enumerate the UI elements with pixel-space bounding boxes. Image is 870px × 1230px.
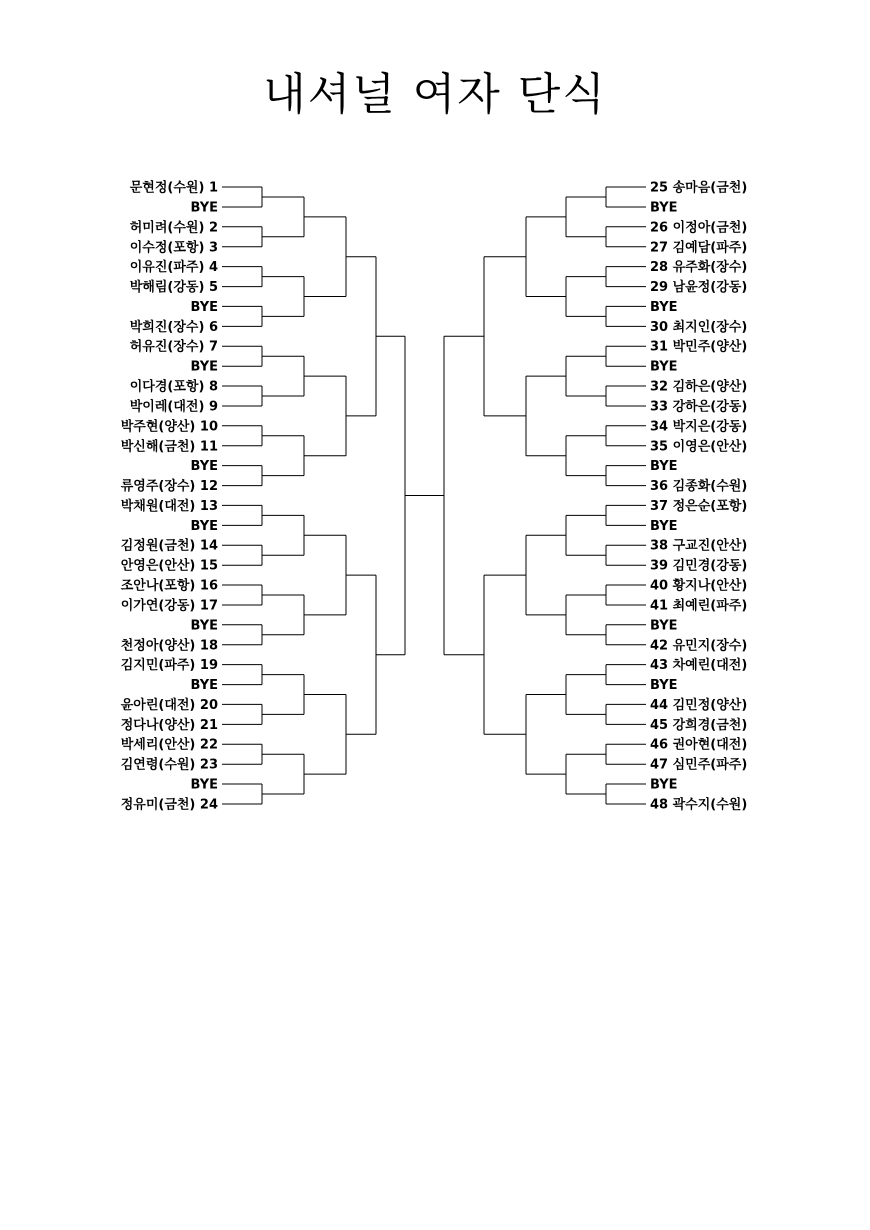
- player-entry: 박희진(장수) 6: [129, 319, 218, 335]
- bye-slot: BYE: [650, 618, 678, 634]
- player-entry: 김정원(금천) 14: [120, 538, 218, 554]
- player-entry: 김연령(수원) 23: [120, 757, 218, 773]
- player-entry: 27 김예담(파주): [650, 240, 748, 256]
- player-entry: 33 강하은(강동): [650, 399, 748, 415]
- bye-slot: BYE: [190, 200, 218, 216]
- bye-slot: BYE: [190, 299, 218, 315]
- player-entry: 허유진(장수) 7: [129, 339, 218, 355]
- player-entry: 30 최지인(장수): [650, 319, 748, 335]
- player-entry: 42 유민지(장수): [650, 638, 748, 654]
- bye-slot: BYE: [650, 359, 678, 375]
- player-entry: 천정아(양산) 18: [120, 638, 218, 654]
- player-entry: 류영주(장수) 12: [120, 479, 218, 495]
- player-entry: 박채원(대전) 13: [120, 498, 218, 514]
- player-entry: 34 박지은(강동): [650, 419, 748, 435]
- player-entry: 39 김민경(강동): [650, 558, 748, 574]
- bye-slot: BYE: [650, 299, 678, 315]
- player-entry: 36 김종화(수원): [650, 479, 748, 495]
- player-entry: 43 차예린(대전): [650, 658, 748, 674]
- bye-slot: BYE: [190, 618, 218, 634]
- player-entry: 이다경(포항) 8: [129, 379, 218, 395]
- player-entry: 이유진(파주) 4: [129, 260, 218, 276]
- bye-slot: BYE: [190, 777, 218, 793]
- player-entry: 김지민(파주) 19: [120, 658, 218, 674]
- player-entry: 32 김하은(양산): [650, 379, 748, 395]
- player-entry: 이가연(강동) 17: [120, 598, 218, 614]
- bye-slot: BYE: [650, 678, 678, 694]
- bye-slot: BYE: [650, 200, 678, 216]
- bye-slot: BYE: [190, 518, 218, 534]
- bye-slot: BYE: [190, 678, 218, 694]
- player-entry: 31 박민주(양산): [650, 339, 748, 355]
- player-entry: 38 구교진(안산): [650, 538, 748, 554]
- player-entry: 박세리(안산) 22: [120, 737, 218, 753]
- bye-slot: BYE: [650, 459, 678, 475]
- bye-slot: BYE: [190, 359, 218, 375]
- player-entry: 안영은(안산) 15: [120, 558, 218, 574]
- player-entry: 48 곽수지(수원): [650, 797, 748, 813]
- player-entry: 45 강희경(금천): [650, 717, 748, 733]
- player-entry: 박신해(금천) 11: [120, 439, 218, 455]
- player-entry: 40 황지나(안산): [650, 578, 748, 594]
- bye-slot: BYE: [650, 777, 678, 793]
- player-entry: 정다나(양산) 21: [120, 717, 218, 733]
- player-entry: 조안나(포항) 16: [120, 578, 218, 594]
- player-entry: 윤아린(대전) 20: [120, 697, 218, 713]
- player-entry: 28 유주화(장수): [650, 260, 748, 276]
- player-entry: 박주현(양산) 10: [120, 419, 218, 435]
- player-entry: 37 정은순(포항): [650, 498, 748, 514]
- player-entry: 정유미(금천) 24: [120, 797, 218, 813]
- player-entry: 26 이정아(금천): [650, 220, 748, 236]
- bye-slot: BYE: [650, 518, 678, 534]
- player-entry: 44 김민정(양산): [650, 697, 748, 713]
- player-entry: 허미려(수원) 2: [129, 220, 218, 236]
- player-entry: 41 최예린(파주): [650, 598, 748, 614]
- player-entry: 46 권아현(대전): [650, 737, 748, 753]
- page-title: 내셔널 여자 단식: [263, 69, 607, 120]
- player-entry: 29 남윤정(강동): [650, 280, 748, 296]
- player-entry: 25 송마음(금천): [650, 180, 748, 196]
- player-entry: 35 이영은(안산): [650, 439, 748, 455]
- player-entry: 박이레(대전) 9: [129, 399, 218, 415]
- player-entry: 박해림(강동) 5: [129, 280, 218, 296]
- player-entry: 47 심민주(파주): [650, 757, 748, 773]
- player-entry: 문현정(수원) 1: [129, 180, 218, 196]
- player-entry: 이수정(포항) 3: [129, 240, 218, 256]
- bye-slot: BYE: [190, 459, 218, 475]
